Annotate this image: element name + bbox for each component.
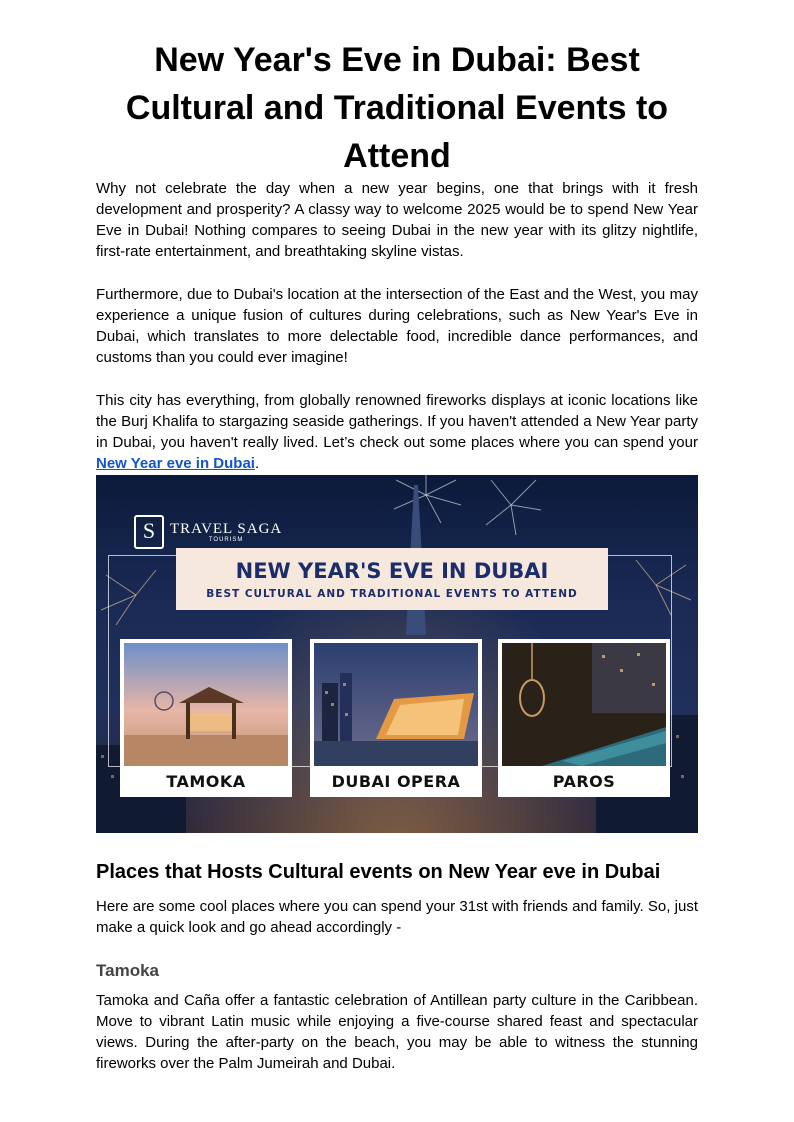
card-caption-tamoka: TAMOKA bbox=[166, 772, 246, 791]
card-dubai-opera bbox=[310, 639, 482, 797]
intro-paragraph-3 bbox=[96, 390, 698, 474]
banner-headline-box bbox=[176, 548, 608, 610]
intro-paragraph-3-text: This city has everything, from globally renowned fireworks displays at iconic locations like the Burj Khalifa to stargazing seaside gatherings. If you haven't attended a New Year party in Dubai, you haven't really lived. Let’s check out some places where you can spend your bbox=[96, 392, 698, 451]
dubai-opera-photo bbox=[314, 643, 478, 766]
intro-paragraph-3-end: . bbox=[254, 455, 260, 472]
banner-subheadline: BEST CULTURAL AND TRADITIONAL EVENTS TO ATTEND bbox=[206, 588, 578, 600]
page-title: New Year's Eve in Dubai: Best Cultural and Traditional Events to Attend bbox=[125, 41, 669, 175]
banner-image bbox=[96, 475, 698, 833]
card-tamoka bbox=[120, 639, 292, 797]
intro-paragraph-1: Why not celebrate the day when a new year begins, one that brings with it fresh development and prosperity? A classy way to welcome 2025 would be to spend New Year Eve in Dubai! Nothing compares to seeing Dubai in the new year with its glitzy nightlife, first-rate entertainment, and breathtaking skyline vistas. bbox=[96, 180, 698, 260]
tamoka-paragraph: Tamoka and Caña offer a fantastic celebration of Antillean party culture in the Caribbean. Move to vibrant Latin music while enjoying a five-course shared feast and spectacular views. During the after-party on the beach, you may be able to witness the stunning fireworks over the Palm Jumeirah and Dubai. bbox=[96, 992, 698, 1072]
card-paros bbox=[498, 639, 670, 797]
logo-brand: TRAVEL SAGA bbox=[170, 521, 283, 537]
section-heading: Places that Hosts Cultural events on New Year eve in Dubai bbox=[96, 861, 661, 883]
card-caption-dubai-opera: DUBAI OPERA bbox=[331, 772, 461, 791]
logo-sub: TOURISM bbox=[208, 537, 244, 543]
banner-headline: NEW YEAR'S EVE IN DUBAI bbox=[235, 559, 549, 583]
travel-saga-logo bbox=[134, 515, 282, 549]
logo-mark: S bbox=[134, 515, 164, 549]
new-year-eve-dubai-link[interactable]: New Year eve in Dubai bbox=[96, 455, 255, 472]
paros-photo bbox=[502, 643, 666, 766]
tamoka-photo bbox=[124, 643, 288, 766]
intro-paragraph-2: Furthermore, due to Dubai's location at the intersection of the East and the West, you may experience a unique fusion of cultures during celebrations, such as New Year's Eve in Dubai, which translates to more delectable food, incredible dance performances, and customs than you could ever imagine! bbox=[96, 286, 698, 366]
tamoka-heading: Tamoka bbox=[96, 961, 159, 980]
section-intro: Here are some cool places where you can spend your 31st with friends and family. So, just make a quick look and go ahead accordingly - bbox=[96, 898, 698, 936]
card-caption-paros: PAROS bbox=[552, 772, 616, 791]
